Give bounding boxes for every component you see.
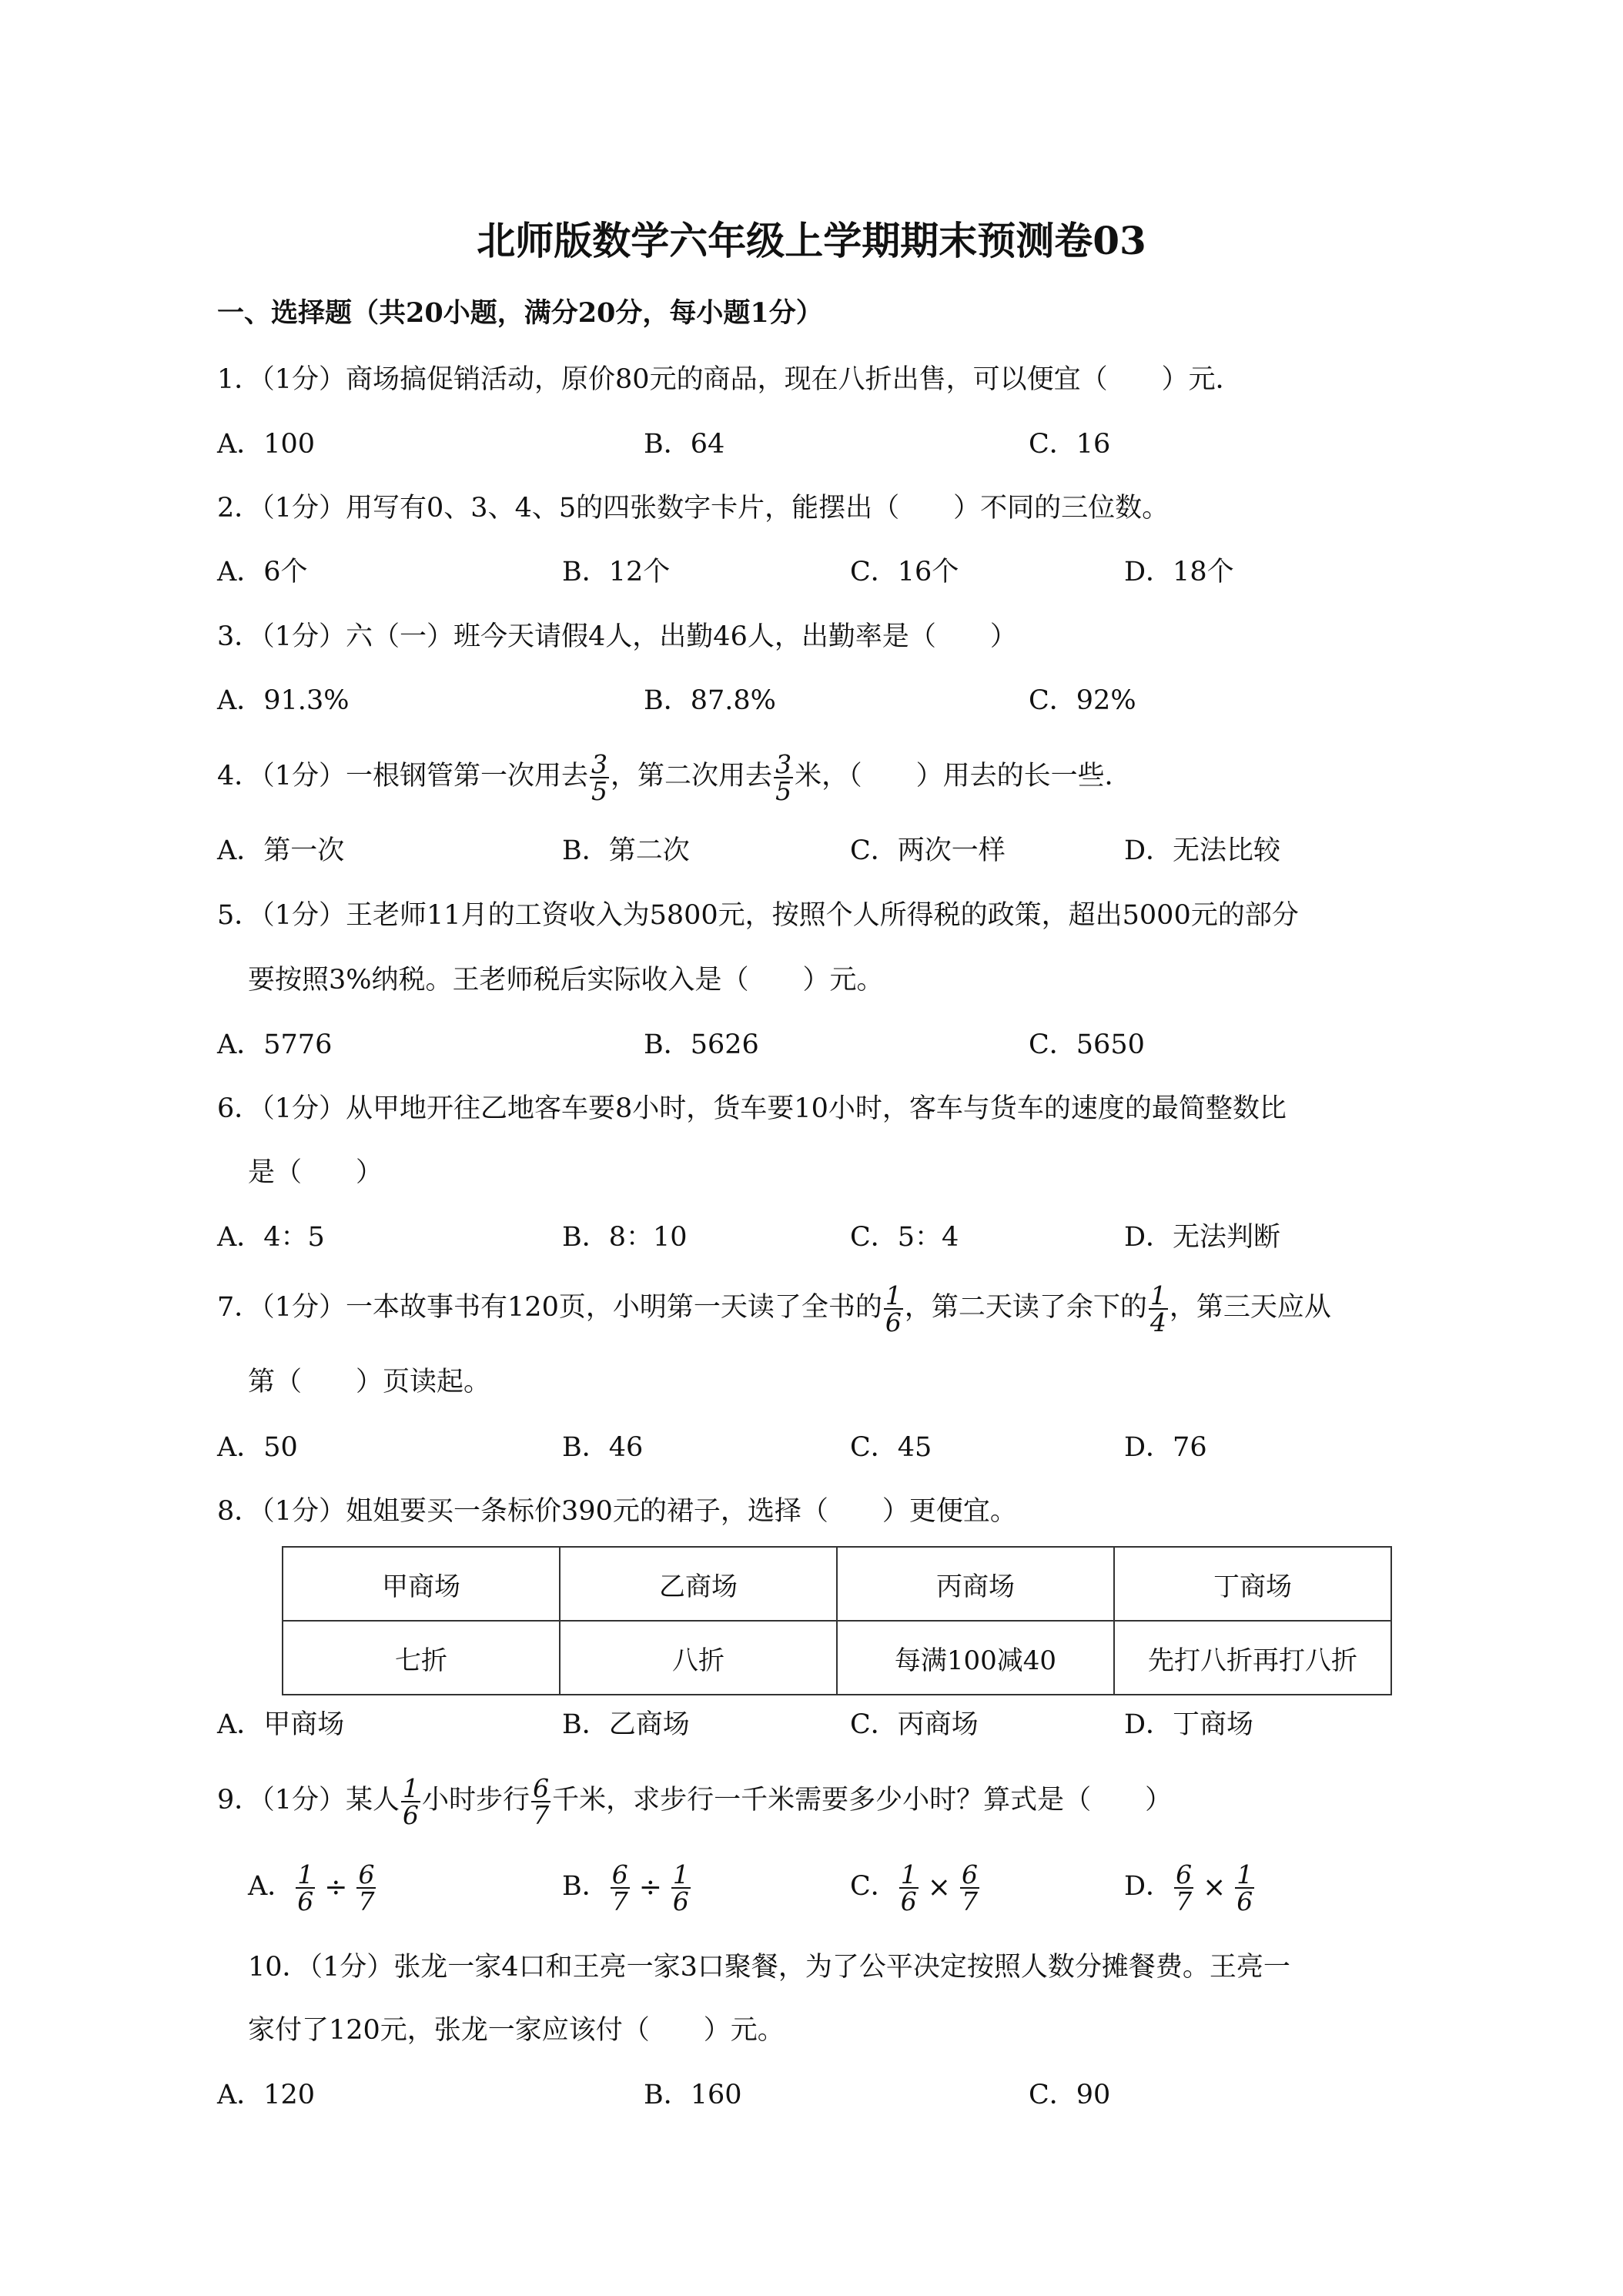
- q3-option-a: A．91.3%: [217, 685, 350, 716]
- q4-option-d: D．无法比较: [1124, 835, 1281, 866]
- q3-option-b: B．87.8%: [644, 685, 776, 716]
- q7-option-d: D．76: [1124, 1432, 1207, 1463]
- q4-option-a: A．第一次: [217, 835, 345, 866]
- q9-stem-part-c: 千米，求步行一千米需要多少小时？算式是（ ）: [552, 1785, 1173, 1816]
- q8-option-a: A．甲商场: [217, 1709, 345, 1740]
- q5-option-c: C．5650: [1029, 1029, 1145, 1060]
- q6-option-a: A．4：5: [217, 1222, 325, 1253]
- q4-stem-part-b: ，第二次用去: [611, 761, 773, 792]
- fraction-denominator: 6: [900, 1886, 917, 1916]
- table-cell: 每满100减40: [837, 1621, 1114, 1695]
- question-10-stem-line2: 家付了120元，张龙一家应该付（ ）元。: [248, 2015, 785, 2046]
- fraction: [590, 748, 609, 806]
- option-label: C．: [850, 1871, 898, 1902]
- table-cell: 八折: [560, 1621, 837, 1695]
- q6-option-c: C．5：4: [850, 1222, 959, 1253]
- fraction-numerator: 1: [1236, 1859, 1253, 1889]
- q8-option-c: C．丙商场: [850, 1709, 979, 1740]
- fraction-numerator: 1: [1149, 1280, 1166, 1310]
- fraction: [671, 1859, 691, 1916]
- q3-option-c: C．92%: [1029, 685, 1136, 716]
- q5-option-a: A．5776: [217, 1029, 333, 1060]
- q8-option-b: B．乙商场: [562, 1709, 690, 1740]
- option-label: A．: [248, 1871, 295, 1902]
- page-title: 北师版数学六年级上学期期末预测卷03: [477, 218, 1146, 263]
- q9-option-c: [850, 1856, 981, 1919]
- fraction-denominator: 7: [611, 1886, 628, 1916]
- question-9-stem: [217, 1769, 1172, 1831]
- q9-option-a: [248, 1856, 377, 1919]
- question-4-stem: [217, 745, 1132, 807]
- table-header-cell: 乙商场: [560, 1547, 837, 1621]
- fraction: [356, 1859, 376, 1916]
- table-header-cell: 丁商场: [1114, 1547, 1391, 1621]
- table-cell: 先打八折再打八折: [1114, 1621, 1391, 1695]
- fraction-denominator: 7: [533, 1799, 550, 1830]
- fraction: [899, 1859, 919, 1916]
- q6-option-d: D．无法判断: [1124, 1222, 1281, 1253]
- table-row: [283, 1621, 1391, 1695]
- q10-option-c: C．90: [1029, 2080, 1111, 2110]
- fraction-denominator: 7: [1176, 1886, 1193, 1916]
- question-6-stem-line1: 6．（1分）从甲地开往乙地客车要8小时，货车要10小时，客车与货车的速度的最简整数比: [217, 1093, 1287, 1124]
- fraction-numerator: 3: [775, 748, 792, 779]
- question-7-stem-line1: [217, 1277, 1331, 1338]
- fraction: [960, 1859, 979, 1916]
- fraction-denominator: 7: [961, 1886, 978, 1916]
- fraction-numerator: 1: [297, 1859, 314, 1889]
- q7-stem-part-c: ，第三天应从: [1169, 1292, 1331, 1323]
- fraction-numerator: 6: [1176, 1859, 1193, 1889]
- fraction-denominator: 6: [297, 1886, 314, 1916]
- fraction-denominator: 4: [1149, 1307, 1166, 1337]
- question-1-stem: 1．（1分）商场搞促销活动，原价80元的商品，现在八折出售，可以便宜（ ）元．: [217, 364, 1243, 395]
- question-7-stem-line2: 第（ ）页读起。: [248, 1367, 491, 1397]
- q9-option-b: [562, 1856, 692, 1919]
- fraction-denominator: 5: [591, 775, 608, 806]
- q5-option-b: B．5626: [644, 1029, 759, 1060]
- fraction-numerator: 6: [533, 1772, 550, 1803]
- fraction-numerator: 6: [611, 1859, 628, 1889]
- q1-option-c: C．16: [1029, 429, 1111, 460]
- q9-option-d: [1124, 1856, 1256, 1919]
- table-row: [283, 1547, 1391, 1621]
- question-8-stem: 8．（1分）姐姐要买一条标价390元的裙子，选择（ ）更便宜。: [217, 1496, 1017, 1527]
- q8-option-d: D．丁商场: [1124, 1709, 1254, 1740]
- fraction: [774, 748, 793, 806]
- fraction-numerator: 1: [403, 1772, 420, 1803]
- q7-stem-part-a: 7．（1分）一本故事书有120页，小明第一天读了全书的: [217, 1292, 882, 1323]
- question-5-stem-line1: 5．（1分）王老师11月的工资收入为5800元，按照个人所得税的政策，超出5000元的部分: [217, 900, 1299, 931]
- fraction-numerator: 1: [900, 1859, 917, 1889]
- q4-stem-part-a: 4．（1分）一根钢管第一次用去: [217, 761, 589, 792]
- fraction-denominator: 6: [1236, 1886, 1253, 1916]
- q2-option-b: B．12个: [562, 557, 671, 587]
- q10-option-b: B．160: [644, 2080, 742, 2110]
- fraction: [884, 1280, 903, 1337]
- divide-sign: ÷: [638, 1871, 662, 1903]
- table-cell: 七折: [283, 1621, 560, 1695]
- q2-option-c: C．16个: [850, 557, 959, 587]
- fraction-numerator: 3: [591, 748, 608, 779]
- q2-option-a: A．6个: [217, 557, 308, 587]
- fraction: [1149, 1280, 1168, 1337]
- q6-option-b: B．8：10: [562, 1222, 688, 1253]
- fraction-denominator: 6: [885, 1307, 902, 1337]
- q7-option-b: B．46: [562, 1432, 644, 1463]
- multiply-sign: ×: [927, 1871, 951, 1903]
- q4-stem-part-c: 米，（ ）用去的长一些．: [795, 761, 1132, 792]
- fraction: [401, 1772, 420, 1830]
- fraction-denominator: 5: [775, 775, 792, 806]
- q9-stem-part-b: 小时步行: [422, 1785, 530, 1816]
- fraction-numerator: 6: [358, 1859, 375, 1889]
- q2-option-d: D．18个: [1124, 557, 1234, 587]
- question-2-stem: 2．（1分）用写有0、3、4、5的四张数字卡片，能摆出（ ）不同的三位数。: [217, 493, 1170, 524]
- fraction-numerator: 6: [961, 1859, 978, 1889]
- q9-stem-part-a: 9．（1分）某人: [217, 1785, 400, 1816]
- table-header-cell: 丙商场: [837, 1547, 1114, 1621]
- fraction-numerator: 1: [672, 1859, 689, 1889]
- table-header-cell: 甲商场: [283, 1547, 560, 1621]
- q1-option-b: B．64: [644, 429, 725, 460]
- fraction: [531, 1772, 550, 1830]
- question-3-stem: 3．（1分）六（一）班今天请假4人，出勤46人，出勤率是（ ）: [217, 621, 1017, 652]
- q4-option-c: C．两次一样: [850, 835, 1006, 866]
- option-label: B．: [562, 1871, 609, 1902]
- fraction: [611, 1859, 630, 1916]
- multiply-sign: ×: [1203, 1871, 1226, 1903]
- q7-option-a: A．50: [217, 1432, 298, 1463]
- mall-discount-table: [282, 1546, 1392, 1695]
- q7-stem-part-b: ，第二天读了余下的: [904, 1292, 1147, 1323]
- fraction: [1235, 1859, 1254, 1916]
- question-10-stem-line1: 10．（1分）张龙一家4口和王亮一家3口聚餐，为了公平决定按照人数分摊餐费。王亮一: [248, 1952, 1290, 1983]
- fraction-denominator: 6: [672, 1886, 689, 1916]
- fraction: [296, 1859, 315, 1916]
- question-5-stem-line2: 要按照3%纳税。王老师税后实际收入是（ ）元。: [248, 965, 884, 996]
- question-6-stem-line2: 是（ ）: [248, 1157, 383, 1188]
- q4-option-b: B．第二次: [562, 835, 690, 866]
- option-label: D．: [1124, 1871, 1173, 1902]
- fraction-denominator: 6: [403, 1799, 420, 1830]
- fraction-numerator: 1: [885, 1280, 902, 1310]
- fraction-denominator: 7: [358, 1886, 375, 1916]
- q7-option-c: C．45: [850, 1432, 932, 1463]
- divide-sign: ÷: [324, 1871, 348, 1903]
- q1-option-a: A．100: [217, 429, 316, 460]
- section-heading: 一、选择题（共20小题，满分20分，每小题1分）: [217, 297, 823, 329]
- fraction: [1174, 1859, 1193, 1916]
- q10-option-a: A．120: [217, 2080, 316, 2110]
